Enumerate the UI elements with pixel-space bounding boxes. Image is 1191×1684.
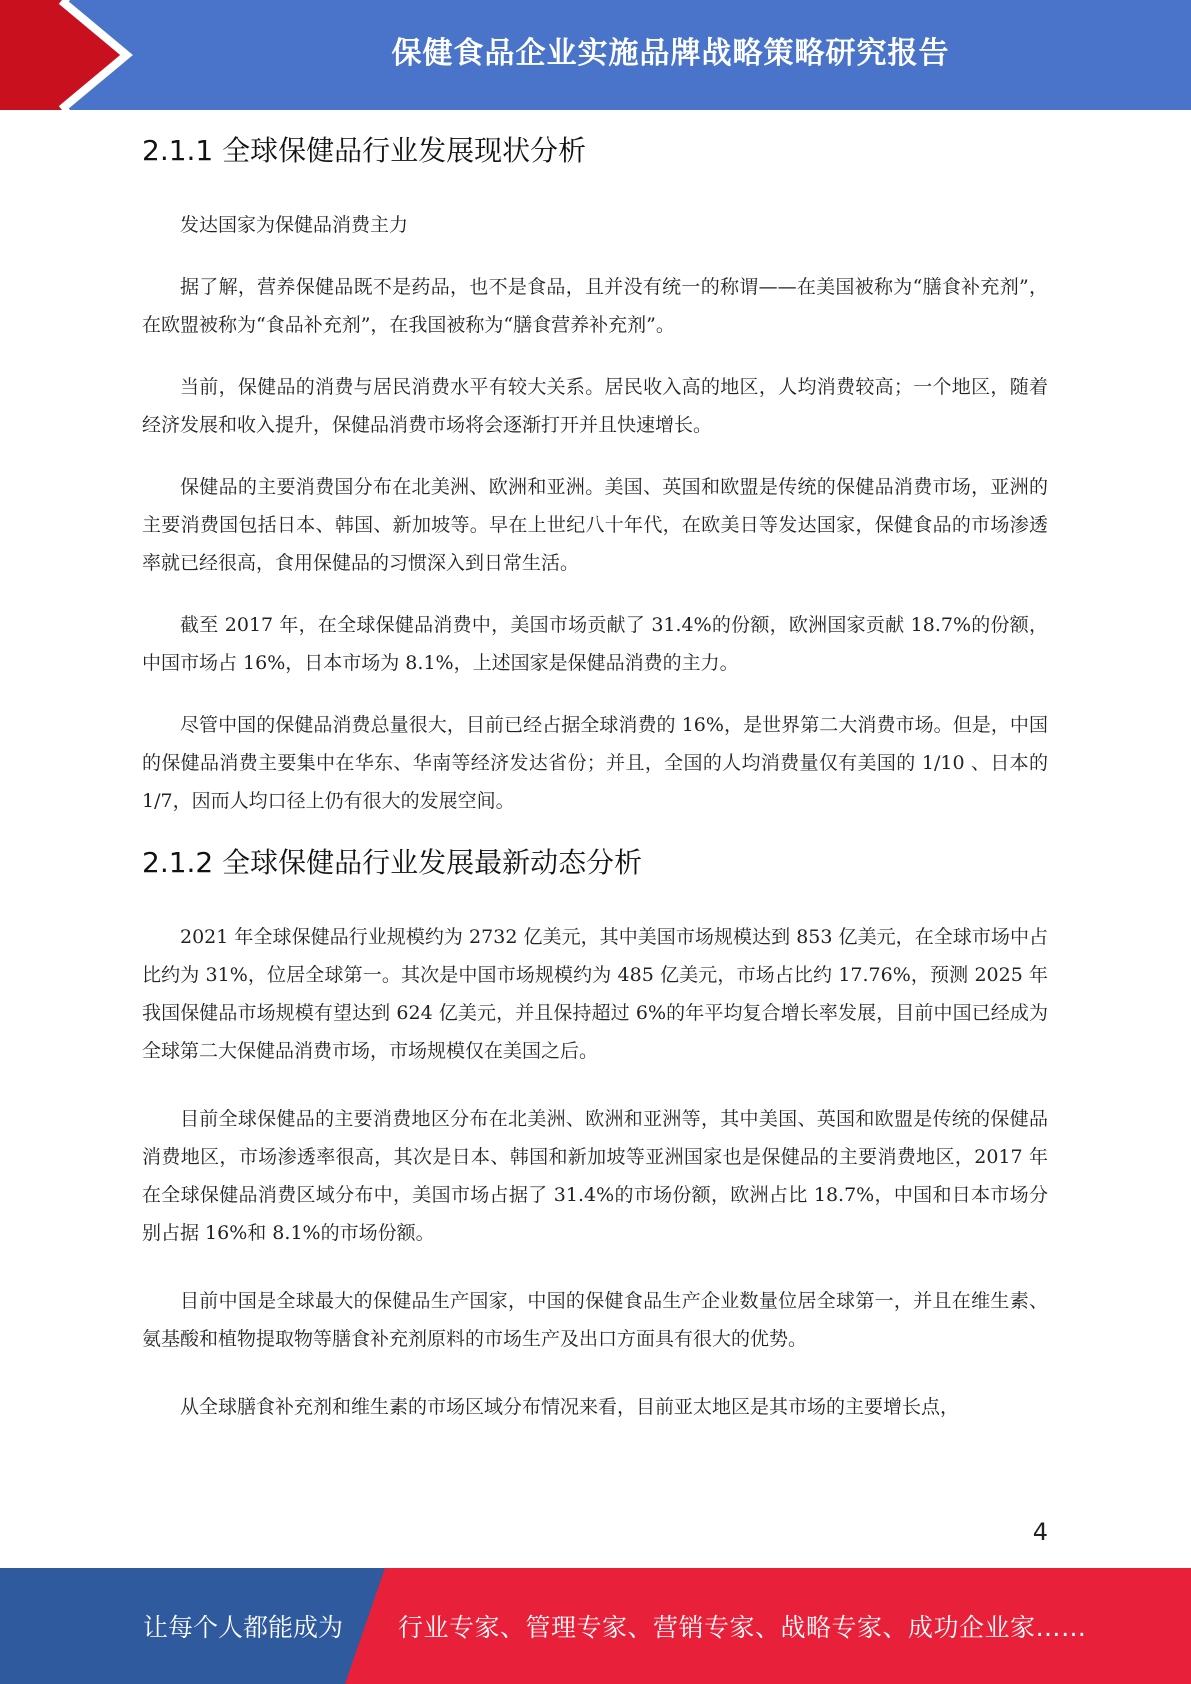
footer-slogan-left: 让每个人都能成为 (143, 1613, 344, 1642)
paragraph: 截至 2017 年，在全球保健品消费中，美国市场贡献了 31.4%的份额，欧洲国家贡献 18.7%的份额，中国市场占 16%，日本市场为 8.1%，上述国家是保健品消费的主力。 (142, 614, 1048, 674)
paragraph: 目前全球保健品的主要消费地区分布在北美洲、欧洲和亚洲等，其中美国、英国和欧盟是传统的保健品消费地区，市场渗透率很高，其次是日本、韩国和新加坡等亚洲国家也是保健品的主要消费地区，2017 年在全球保健品消费区域分布中，美国市场占据了 31.4%的市场份额，欧洲占比 18.7%，中国和日本市场分别占据 16%和 8.1%的市场份额。 (142, 1108, 1048, 1244)
paragraph: 保健品的主要消费国分布在北美洲、欧洲和亚洲。美国、英国和欧盟是传统的保健品消费市场，亚洲的主要消费国包括日本、韩国、新加坡等。早在上世纪八十年代，在欧美日等发达国家，保健食品的市场渗透率就已经很高，食用保健品的习惯深入到日常生活。 (142, 476, 1048, 574)
paragraph: 发达国家为保健品消费主力 (180, 214, 409, 236)
paragraph: 2021 年全球保健品行业规模约为 2732 亿美元，其中美国市场规模达到 853 亿美元，在全球市场中占比约为 31%，位居全球第一。其次是中国市场规模约为 485 亿美元，市场占比约 17.76%，预测 2025 年我国保健品市场规模有望达到 624 亿美元，并且保持超过 6%的年平均复合增长率发展，目前中国已经成为全球第二大保健品消费市场，市场规模仅在美国之后。 (142, 926, 1048, 1062)
page-number: 4 (1032, 1518, 1048, 1546)
page-header (0, 0, 1191, 110)
page-footer (0, 1568, 1191, 1684)
report-title: 保健食品企业实施品牌战略策略研究报告 (391, 36, 950, 71)
paragraph: 目前中国是全球最大的保健品生产国家，中国的保健食品生产企业数量位居全球第一，并且在维生素、氨基酸和植物提取物等膳食补充剂原料的市场生产及出口方面具有很大的优势。 (142, 1290, 1048, 1350)
paragraph: 从全球膳食补充剂和维生素的市场区域分布情况来看，目前亚太地区是其市场的主要增长点， (180, 1396, 960, 1418)
section-heading-2-1-1: 2.1.1 全球保健品行业发展现状分析 (142, 134, 587, 167)
footer-slogan-right: 行业专家、管理专家、营销专家、战略专家、成功企业家…… (398, 1613, 1087, 1642)
document-body (142, 126, 1048, 1426)
header-arrow-decoration (0, 0, 160, 110)
paragraph: 据了解，营养保健品既不是药品，也不是食品，且并没有统一的称谓——在美国被称为“膳食补充剂”，在欧盟被称为“食品补充剂”，在我国被称为“膳食营养补充剂”。 (142, 276, 1048, 336)
section-heading-2-1-2: 2.1.2 全球保健品行业发展最新动态分析 (142, 846, 643, 879)
paragraph: 当前，保健品的消费与居民消费水平有较大关系。居民收入高的地区，人均消费较高；一个地区，随着经济发展和收入提升，保健品消费市场将会逐渐打开并且快速增长。 (142, 376, 1048, 436)
paragraph: 尽管中国的保健品消费总量很大，目前已经占据全球消费的 16%，是世界第二大消费市场。但是，中国的保健品消费主要集中在华东、华南等经济发达省份；并且，全国的人均消费量仅有美国的 1/10 、日本的 1/7，因而人均口径上仍有很大的发展空间。 (142, 714, 1048, 812)
